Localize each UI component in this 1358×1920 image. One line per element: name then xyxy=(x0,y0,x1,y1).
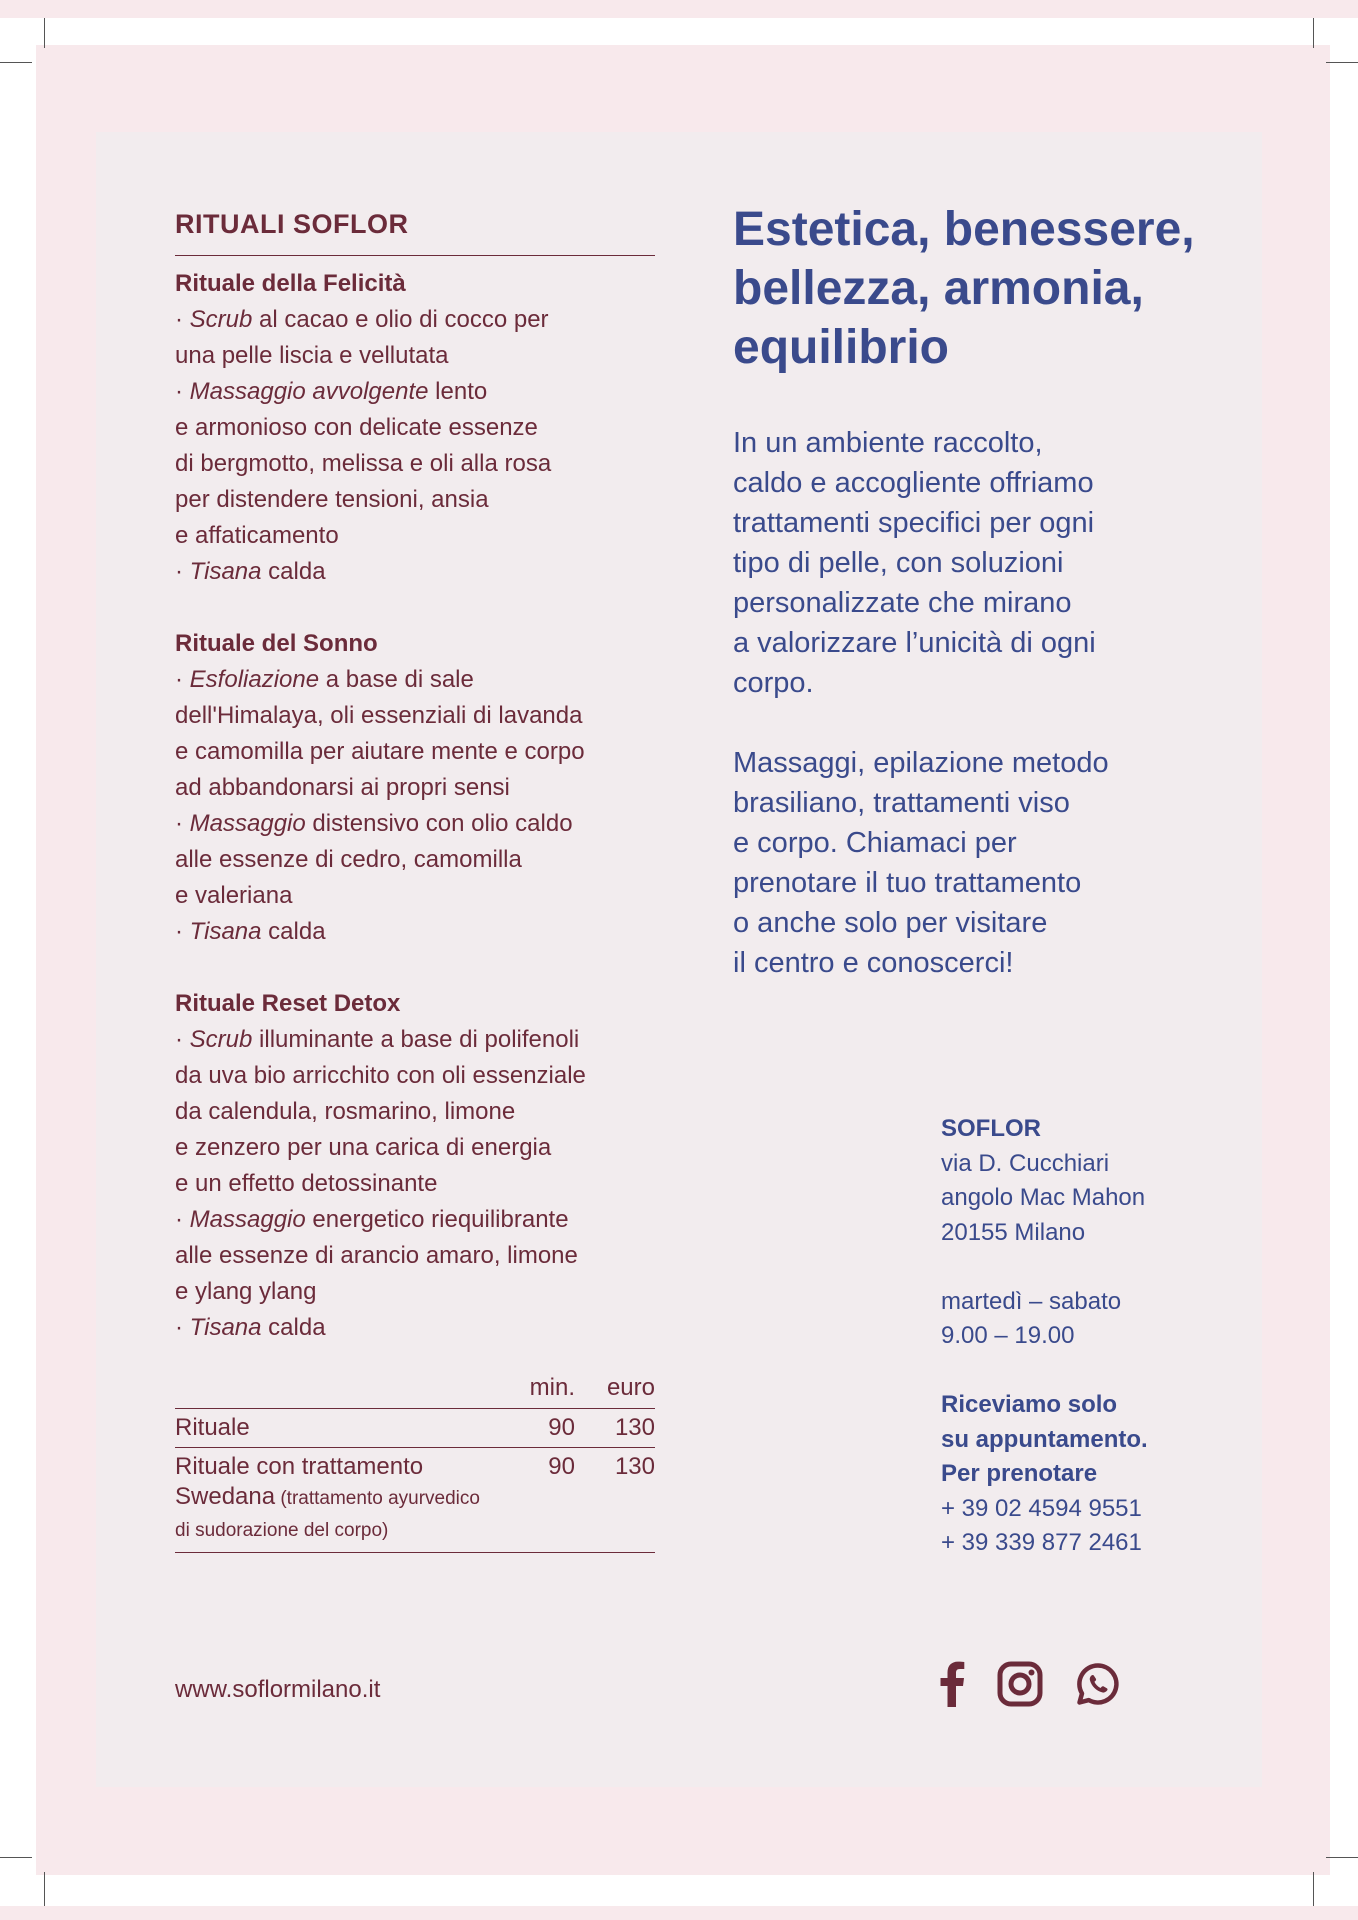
bullet-text: calda xyxy=(261,558,326,585)
bullet-line: alle essenze di cedro, camomilla xyxy=(175,846,522,873)
col-euro-header: euro xyxy=(606,1374,655,1401)
row-euro: 130 xyxy=(575,1448,655,1553)
paragraph-line: o anche solo per visitare xyxy=(733,907,1048,939)
bullet-line: di bergmotto, melissa e oli alla rosa xyxy=(175,450,552,477)
crop-mark xyxy=(1326,62,1358,63)
price-table xyxy=(175,1372,655,1553)
row-label: Rituale con trattamento xyxy=(175,1453,424,1480)
paragraph-line: il centro e conoscerci! xyxy=(733,947,1014,979)
headline-line: bellezza, armonia, xyxy=(733,262,1144,315)
whatsapp-icon[interactable] xyxy=(1074,1660,1122,1708)
ritual-bullet: · Scrub al cacao e olio di cocco per una pelle liscia e vellutata xyxy=(175,302,655,374)
bullet-emphasis: Massaggio xyxy=(189,1206,306,1233)
business-name: SOFLOR xyxy=(941,1115,1041,1142)
bullet-emphasis: Esfoliazione xyxy=(189,666,320,693)
phone-number[interactable]: + 39 339 877 2461 xyxy=(941,1529,1142,1556)
col-min-header: min. xyxy=(529,1374,575,1401)
phone-number[interactable]: + 39 02 4594 9551 xyxy=(941,1494,1142,1522)
bullet-emphasis: Massaggio avvolgente xyxy=(189,378,429,405)
bullet-text: energetico riequilibrante xyxy=(305,1206,569,1233)
intro-paragraph xyxy=(733,423,1193,703)
ritual-name: Rituale Reset Detox xyxy=(175,990,401,1017)
crop-mark xyxy=(1313,1872,1314,1906)
paragraph-line: trattamenti specifici per ogni xyxy=(733,507,1095,539)
row-sub: (trattamento ayurvedico xyxy=(275,1488,480,1509)
bullet-line: per distendere tensioni, ansia xyxy=(175,486,489,513)
paragraph-line: personalizzate che mirano xyxy=(733,587,1072,619)
price-table-header xyxy=(175,1372,655,1409)
table-row xyxy=(175,1448,655,1553)
ritual-block xyxy=(175,986,655,1346)
ritual-bullet: · Tisana calda xyxy=(175,918,326,945)
paragraph-line: brasiliano, trattamenti viso xyxy=(733,787,1070,819)
ritual-bullet: · Tisana calda xyxy=(175,558,326,585)
rituals-column xyxy=(175,205,655,1346)
booking-line: su appuntamento. xyxy=(941,1425,1148,1453)
booking-line: Riceviamo solo xyxy=(941,1391,1118,1418)
address-line: 20155 Milano xyxy=(941,1218,1086,1246)
bullet-emphasis: Scrub xyxy=(189,306,253,333)
ritual-bullet: · Tisana calda xyxy=(175,1314,326,1341)
instagram-icon[interactable] xyxy=(996,1660,1044,1708)
bullet-line: da uva bio arricchito con oli essenziale xyxy=(175,1062,586,1089)
paragraph-line: e corpo. Chiamaci per xyxy=(733,827,1017,859)
bullet-text: al cacao e olio di cocco per xyxy=(252,306,549,333)
bullet-line: ad abbandonarsi ai propri sensi xyxy=(175,774,510,801)
ritual-block xyxy=(175,626,655,950)
row-sub2: di sudorazione del corpo) xyxy=(175,1520,389,1541)
bullet-text: calda xyxy=(261,1314,326,1341)
services-paragraph xyxy=(733,743,1193,983)
website-link[interactable]: www.soflormilano.it xyxy=(175,1676,381,1703)
spacer xyxy=(941,1354,1201,1389)
paragraph-line: corpo. xyxy=(733,667,814,699)
ritual-name: Rituale della Felicità xyxy=(175,270,406,297)
bullet-emphasis: Scrub xyxy=(189,1026,253,1053)
ritual-block xyxy=(175,266,655,590)
paragraph-line: tipo di pelle, con soluzioni xyxy=(733,547,1064,579)
headline-block xyxy=(733,200,1213,377)
bottom-bleed-strip xyxy=(0,1906,1358,1920)
contact-block xyxy=(941,1112,1201,1561)
bullet-text: lento xyxy=(428,378,488,405)
crop-mark xyxy=(44,1872,45,1906)
bullet-text: calda xyxy=(261,918,326,945)
bullet-emphasis: Tisana xyxy=(189,558,262,585)
top-bleed-strip xyxy=(0,0,1358,18)
address-line: angolo Mac Mahon xyxy=(941,1184,1146,1211)
crop-mark xyxy=(0,1857,32,1858)
crop-mark xyxy=(1313,18,1314,48)
headline-line: Estetica, benessere, xyxy=(733,203,1195,256)
bullet-line: dell'Himalaya, oli essenziali di lavanda xyxy=(175,702,583,729)
headline-line: equilibrio xyxy=(733,321,949,374)
ritual-bullet: · Massaggio distensivo con olio caldo alle essenze di cedro, camomilla e valeriana xyxy=(175,806,655,914)
booking-line: Per prenotare xyxy=(941,1460,1098,1487)
row-euro: 130 xyxy=(575,1409,655,1448)
bullet-line: e armonioso con delicate essenze xyxy=(175,414,538,441)
crop-mark xyxy=(44,18,45,48)
bullet-line: e zenzero per una carica di energia xyxy=(175,1134,552,1161)
bullet-line: e valeriana xyxy=(175,882,293,909)
row-sub-main: Swedana xyxy=(175,1483,276,1510)
row-label: Rituale xyxy=(175,1409,505,1448)
hours-line: 9.00 – 19.00 xyxy=(941,1322,1075,1349)
bullet-line: e ylang ylang xyxy=(175,1278,317,1305)
row-label-cell xyxy=(175,1448,505,1553)
bullet-text: distensivo con olio caldo xyxy=(305,810,573,837)
facebook-icon[interactable] xyxy=(928,1660,976,1708)
paragraph-line: In un ambiente raccolto, xyxy=(733,427,1043,459)
bullet-emphasis: Tisana xyxy=(189,1314,262,1341)
paragraph-line: Massaggi, epilazione metodo xyxy=(733,747,1109,779)
ritual-bullet: · Massaggio avvolgente lento e armonioso con delicate essenze di bergmotto, melissa e oli alla rosa per distendere tensioni, ansia e affaticamento xyxy=(175,374,655,554)
row-min: 90 xyxy=(505,1448,575,1553)
bullet-text: a base di sale xyxy=(319,666,474,693)
bullet-line: e affaticamento xyxy=(175,522,339,549)
ritual-bullet: · Esfoliazione a base di sale dell'Himalaya, oli essenziali di lavanda e camomilla per aiutare mente e corpo ad abbandonarsi ai propri sensi xyxy=(175,662,655,806)
bullet-line: e camomilla per aiutare mente e corpo xyxy=(175,738,585,765)
bullet-emphasis: Massaggio xyxy=(189,810,306,837)
bullet-line: da calendula, rosmarino, limone xyxy=(175,1098,516,1125)
hours-line: martedì – sabato xyxy=(941,1287,1122,1315)
crop-mark xyxy=(1326,1857,1358,1858)
bullet-line: e un effetto detossinante xyxy=(175,1170,438,1197)
section-title: RITUALI SOFLOR xyxy=(175,205,655,256)
bullet-text: illuminante a base di polifenoli xyxy=(252,1026,580,1053)
ritual-bullet: · Massaggio energetico riequilibrante alle essenze di arancio amaro, limone e ylang ylang xyxy=(175,1202,655,1310)
paragraph-line: caldo e accogliente offriamo xyxy=(733,467,1094,499)
header-spacer xyxy=(175,1372,505,1409)
ritual-bullet: · Scrub illuminante a base di polifenoli da uva bio arricchito con oli essenziale da calendula, rosmarino, limone e zenzero per una carica di energia e un effetto detossinante xyxy=(175,1022,655,1202)
page-title xyxy=(733,200,1213,377)
bullet-emphasis: Tisana xyxy=(189,918,262,945)
paragraph-line: a valorizzare l’unicità di ogni xyxy=(733,627,1096,659)
bullet-line: alle essenze di arancio amaro, limone xyxy=(175,1242,578,1269)
table-row xyxy=(175,1409,655,1448)
spacer xyxy=(941,1250,1201,1285)
ritual-name: Rituale del Sonno xyxy=(175,630,378,657)
address-line: via D. Cucchiari xyxy=(941,1149,1110,1177)
crop-mark xyxy=(0,62,32,63)
bullet-line: una pelle liscia e vellutata xyxy=(175,342,449,369)
row-min: 90 xyxy=(505,1409,575,1448)
paragraph-line: prenotare il tuo trattamento xyxy=(733,867,1082,899)
